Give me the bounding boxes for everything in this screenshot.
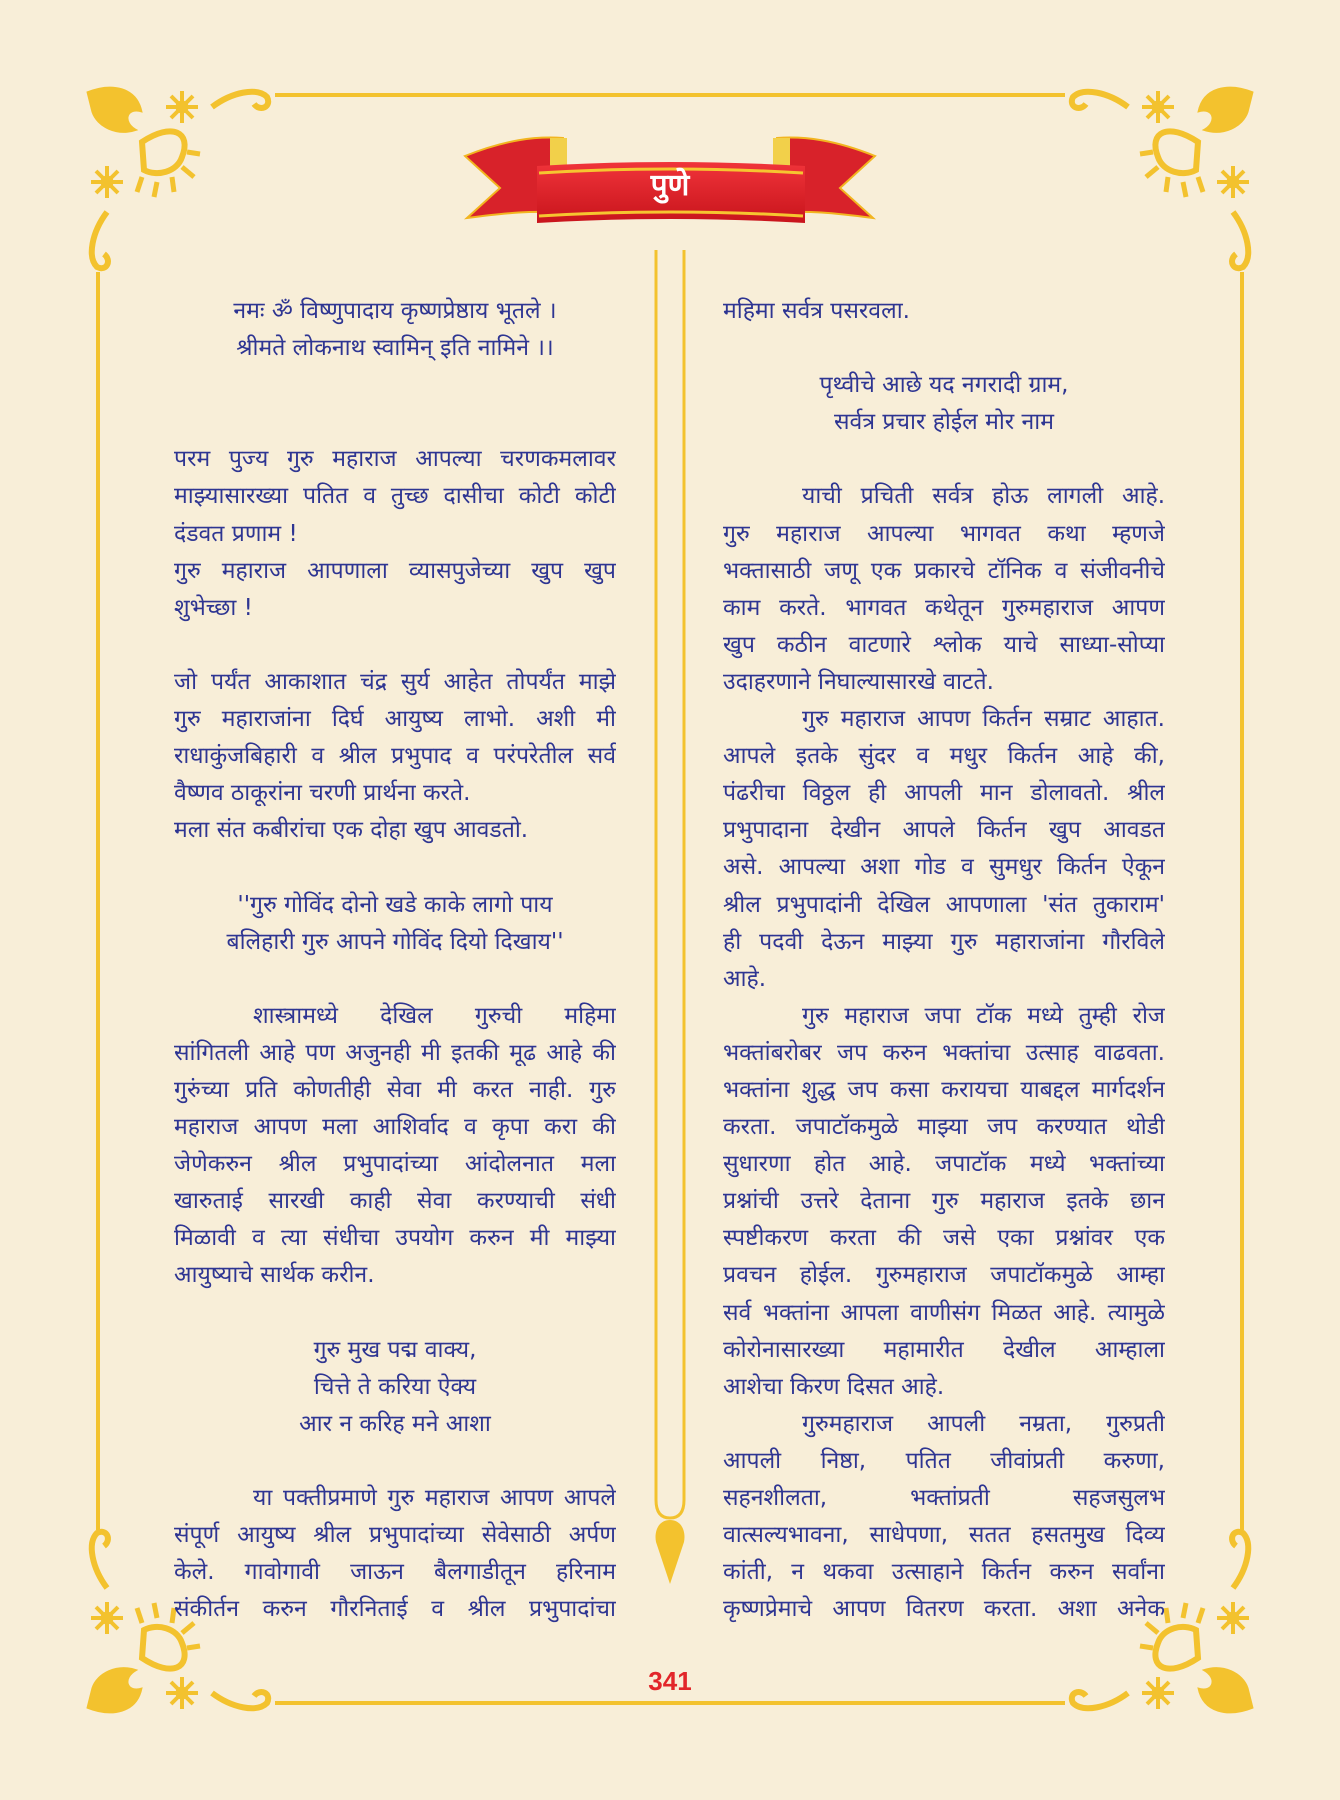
blank-line bbox=[723, 330, 1165, 367]
text-line: सर्व भक्तांना आपला वाणीसंग मिळत आहे. त्यामुळे bbox=[723, 1299, 1165, 1326]
text-line: श्रील प्रभुपादांनी देखिल आपणाला 'संत तुकाराम' bbox=[723, 891, 1165, 918]
blank-line bbox=[174, 404, 616, 441]
blank-line bbox=[174, 1443, 616, 1480]
text-line: आहे. bbox=[723, 965, 767, 992]
text-line: राधाकुंजबिहारी व श्रील प्रभुपाद व परंपरेतील सर्व bbox=[174, 743, 616, 770]
verse-line: गुरु मुख पद्म वाक्य, bbox=[313, 1336, 477, 1363]
frame-left-line bbox=[96, 272, 100, 1530]
text-line: आपले इतके सुंदर व मधुर किर्तन आहे की, bbox=[723, 743, 1165, 770]
text-line: आशेचा किरण दिसत आहे. bbox=[723, 1373, 945, 1400]
right-column bbox=[723, 293, 1165, 1628]
text-line: प्रश्नांची उत्तरे देताना गुरु महाराज इतके छान bbox=[723, 1188, 1165, 1215]
text-line: गुरुमहाराज आपली नम्रता, गुरुप्रती bbox=[802, 1410, 1165, 1437]
verse-line: बलिहारी गुरु आपने गोविंद दियो दिखाय'' bbox=[226, 928, 564, 955]
text-line: परम पुज्य गुरु महाराज आपल्या चरणकमलावर bbox=[174, 446, 616, 473]
verse-line: नमः ॐ विष्णुपादाय कृष्णप्रेष्ठाय भूतले । bbox=[233, 298, 557, 324]
text-line: गुरु महाराज आपण किर्तन सम्राट आहात. bbox=[802, 706, 1165, 733]
page-title: पुणे bbox=[650, 168, 690, 203]
text-line: वात्सल्यभावना, साधेपणा, सतत हसतमुख दिव्य bbox=[723, 1522, 1165, 1549]
text-line: गुरु महाराज आपणाला व्यासपुजेच्या खुप खुप bbox=[174, 557, 616, 584]
text-line: गुरुंच्या प्रति कोणतीही सेवा मी करत नाही. गुरु bbox=[174, 1076, 616, 1103]
frame-right-line bbox=[1240, 272, 1244, 1530]
text-line: जो पर्यंत आकाशात चंद्र सुर्य आहेत तोपर्यंत माझे bbox=[174, 668, 616, 695]
verse-line: पृथ्वीचे आछे यद नगरादी ग्राम, bbox=[819, 372, 1069, 399]
text-line: पंढरीचा विठ्ठल ही आपली मान डोलावतो. श्रील bbox=[723, 780, 1165, 807]
text-line: गुरु महाराज आपल्या भागवत कथा म्हणजे bbox=[723, 520, 1165, 547]
text-line: प्रभुपादाना देखीन आपले किर्तन खुप आवडत bbox=[723, 817, 1165, 844]
text-line: भक्तांना शुद्ध जप कसा करायचा याबद्दल मार्गदर्शन bbox=[723, 1076, 1165, 1103]
text-line: महिमा सर्वत्र पसरवला. bbox=[723, 298, 910, 324]
text-line: महाराज आपण मला आशिर्वाद व कृपा करा की bbox=[174, 1114, 616, 1141]
text-line: संकीर्तन करुन गौरनिताई व श्रील प्रभुपादांचा bbox=[174, 1596, 616, 1623]
text-line: स्पष्टीकरण करता की जसे एका प्रश्नांवर एक bbox=[723, 1225, 1165, 1252]
blank-line bbox=[723, 441, 1165, 478]
text-line: काम करते. भागवत कथेतून गुरुमहाराज आपण bbox=[723, 594, 1165, 621]
verse-line: सर्वत्र प्रचार होईल मोर नाम bbox=[834, 409, 1054, 436]
text-line: आपली निष्ठा, पतित जीवांप्रती करुणा, bbox=[723, 1447, 1165, 1474]
text-line: असे. आपल्या अशा गोड व सुमधुर किर्तन ऐकून bbox=[723, 854, 1165, 881]
text-line: दंडवत प्रणाम ! bbox=[174, 520, 298, 547]
text-line: खारुताई सारखी काही सेवा करण्याची संधी bbox=[174, 1188, 616, 1215]
text-line: सहनशीलता, भक्तांप्रती सहजसुलभ bbox=[723, 1485, 1165, 1511]
text-line: कृष्णप्रेमाचे आपण वितरण करता. अशा अनेक bbox=[723, 1596, 1165, 1623]
verse-line: श्रीमते लोकनाथ स्वामिन् इति नामिने ।। bbox=[236, 335, 554, 362]
text-line: जेणेकरुन श्रील प्रभुपादांच्या आंदोलनात मला bbox=[174, 1151, 616, 1178]
text-line: भक्तांबरोबर जप करुन भक्तांचा उत्साह वाढवता. bbox=[723, 1039, 1165, 1066]
frame-bottom-line bbox=[275, 1701, 1065, 1705]
frame-top-line bbox=[275, 93, 1065, 97]
text-line: ही पदवी देऊन माझ्या गुरु महाराजांना गौरविले bbox=[723, 928, 1165, 955]
left-column bbox=[174, 293, 616, 1628]
text-line: प्रवचन होईल. गुरुमहाराज जपाटॉकमुळे आम्हा bbox=[723, 1262, 1165, 1289]
verse-line: आर न करिह मने आशा bbox=[299, 1410, 491, 1437]
text-line: गुरु महाराजांना दिर्घ आयुष्य लाभो. अशी मी bbox=[174, 706, 616, 733]
text-line: कांती, न थकवा उत्साहाने किर्तन करुन सर्वांना bbox=[723, 1559, 1165, 1586]
text-line: कोरोनासारख्या महामारीत देखील आम्हाला bbox=[723, 1336, 1165, 1363]
blank-line bbox=[174, 961, 616, 998]
page-number: 341 bbox=[648, 1666, 692, 1696]
text-line: शुभेच्छा ! bbox=[174, 594, 253, 621]
text-line: माझ्यासारख्या पतित व तुच्छ दासीचा कोटी कोटी bbox=[174, 483, 616, 510]
text-line: वैष्णव ठाकूरांना चरणी प्रार्थना करते. bbox=[174, 780, 471, 807]
text-line: आयुष्याचे सार्थक करीन. bbox=[174, 1262, 375, 1289]
text-line: संपूर्ण आयुष्य श्रील प्रभुपादांच्या सेवेसाठी अर्पण bbox=[174, 1522, 616, 1549]
text-line: भक्तासाठी जणू एक प्रकारचे टॉनिक व संजीवनीचे bbox=[723, 557, 1165, 584]
text-line: सुधारणा होत आहे. जपाटॉक मध्ये भक्तांच्या bbox=[723, 1151, 1165, 1178]
blank-line bbox=[174, 1295, 616, 1332]
blank-line bbox=[174, 367, 616, 404]
blank-line bbox=[174, 849, 616, 886]
text-line: खुप कठीन वाटणारे श्लोक याचे साध्या-सोप्या bbox=[723, 631, 1165, 658]
text-line: सांगितली आहे पण अजुनही मी इतकी मूढ आहे की bbox=[174, 1039, 616, 1066]
pendant-drop-icon bbox=[656, 1520, 685, 1584]
text-line: मला संत कबीरांचा एक दोहा खुप आवडतो. bbox=[174, 817, 529, 844]
text-line: मिळावी व त्या संधीचा उपयोग करुन मी माझ्या bbox=[174, 1225, 616, 1252]
text-line: या पक्तीप्रमाणे गुरु महाराज आपण आपले bbox=[253, 1485, 616, 1511]
text-line: शास्त्रामध्ये देखिल गुरुची महिमा bbox=[253, 1002, 616, 1029]
corner-ornament-top-left-icon bbox=[82, 82, 282, 282]
column-divider bbox=[640, 250, 700, 1590]
text-line: गुरु महाराज जपा टॉक मध्ये तुम्ही रोज bbox=[802, 1002, 1165, 1029]
verse-line: चित्ते ते करिया ऐक्य bbox=[313, 1373, 477, 1400]
verse-line: ''गुरु गोविंद दोनो खडे काके लागो पाय bbox=[237, 891, 553, 918]
blank-line bbox=[174, 627, 616, 664]
corner-ornament-top-right-icon bbox=[1058, 82, 1258, 282]
text-line: करता. जपाटॉकमुळे माझ्या जप करण्यात थोडी bbox=[723, 1114, 1165, 1141]
text-line: याची प्रचिती सर्वत्र होऊ लागली आहे. bbox=[802, 483, 1165, 510]
text-line: केले. गावोगावी जाऊन बैलगाडीतून हरिनाम bbox=[174, 1559, 616, 1586]
text-line: उदाहरणाने निघाल्यासारखे वाटते. bbox=[723, 668, 994, 695]
